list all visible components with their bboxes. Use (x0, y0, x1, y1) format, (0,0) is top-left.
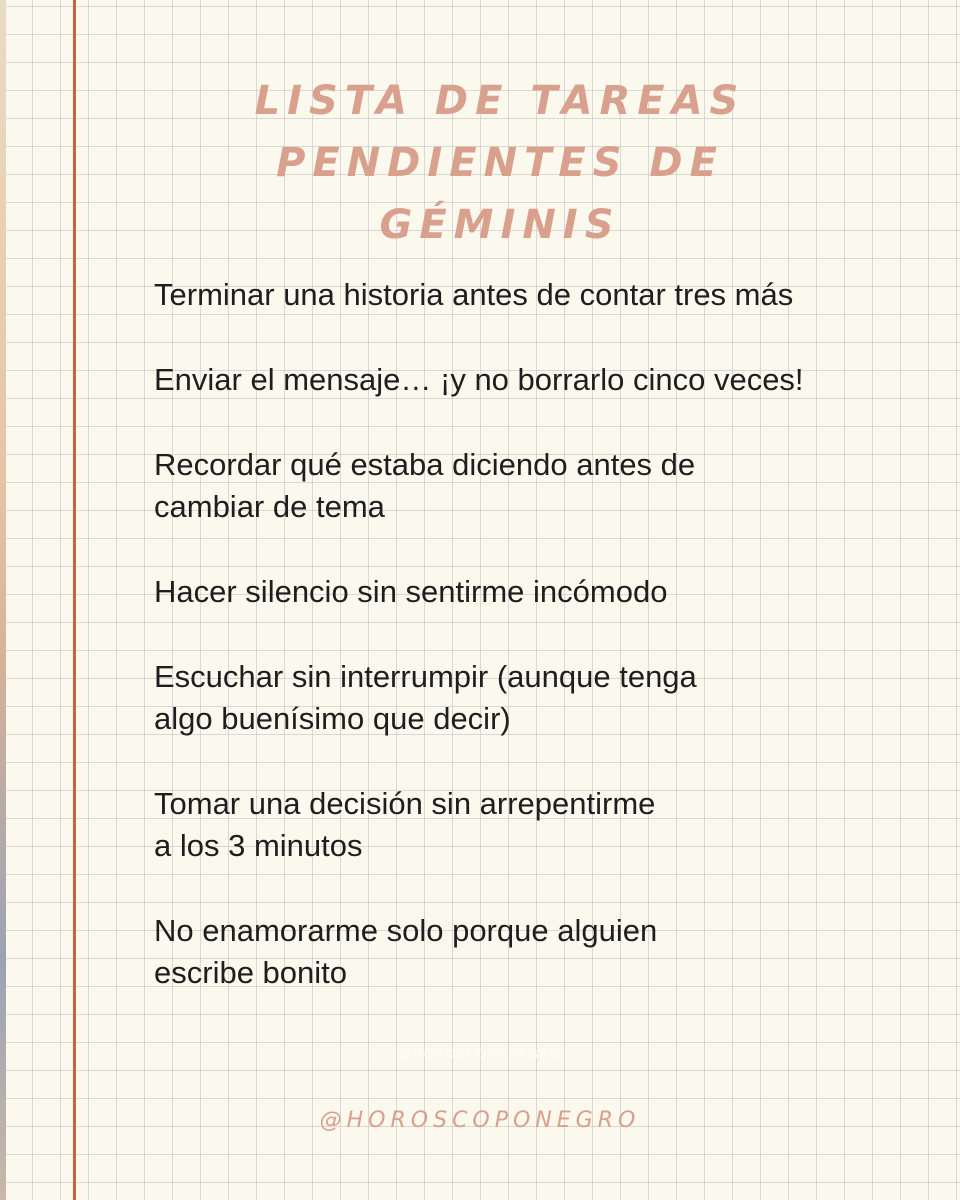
task-item: Enviar el mensaje… ¡y no borrarlo cinco veces! (154, 362, 804, 397)
title-line-2: PENDIENTES DE GÉMINIS (276, 140, 724, 248)
page-title (180, 70, 820, 256)
task-item: Tomar una decisión sin arrepentirme a los 3 minutos (154, 786, 656, 863)
task-list (154, 274, 914, 1037)
task-item: Escuchar sin interrumpir (aunque tenga algo buenísimo que decir) (154, 659, 697, 736)
task-item: No enamorarme solo porque alguien escribe bonito (154, 913, 658, 990)
page-left-edge (0, 0, 6, 1200)
notebook-margin-line (73, 0, 76, 1200)
watermark: @HOROSCOPONEGRO (399, 1046, 561, 1061)
task-item: Recordar qué estaba diciendo antes de cambiar de tema (154, 447, 696, 524)
title-line-1: LISTA DE TAREAS (254, 78, 746, 124)
task-item: Terminar una historia antes de contar tres más (154, 277, 794, 312)
footer-handle: @HOROSCOPONEGRO (319, 1108, 641, 1133)
task-item: Hacer silencio sin sentirme incómodo (154, 574, 668, 609)
